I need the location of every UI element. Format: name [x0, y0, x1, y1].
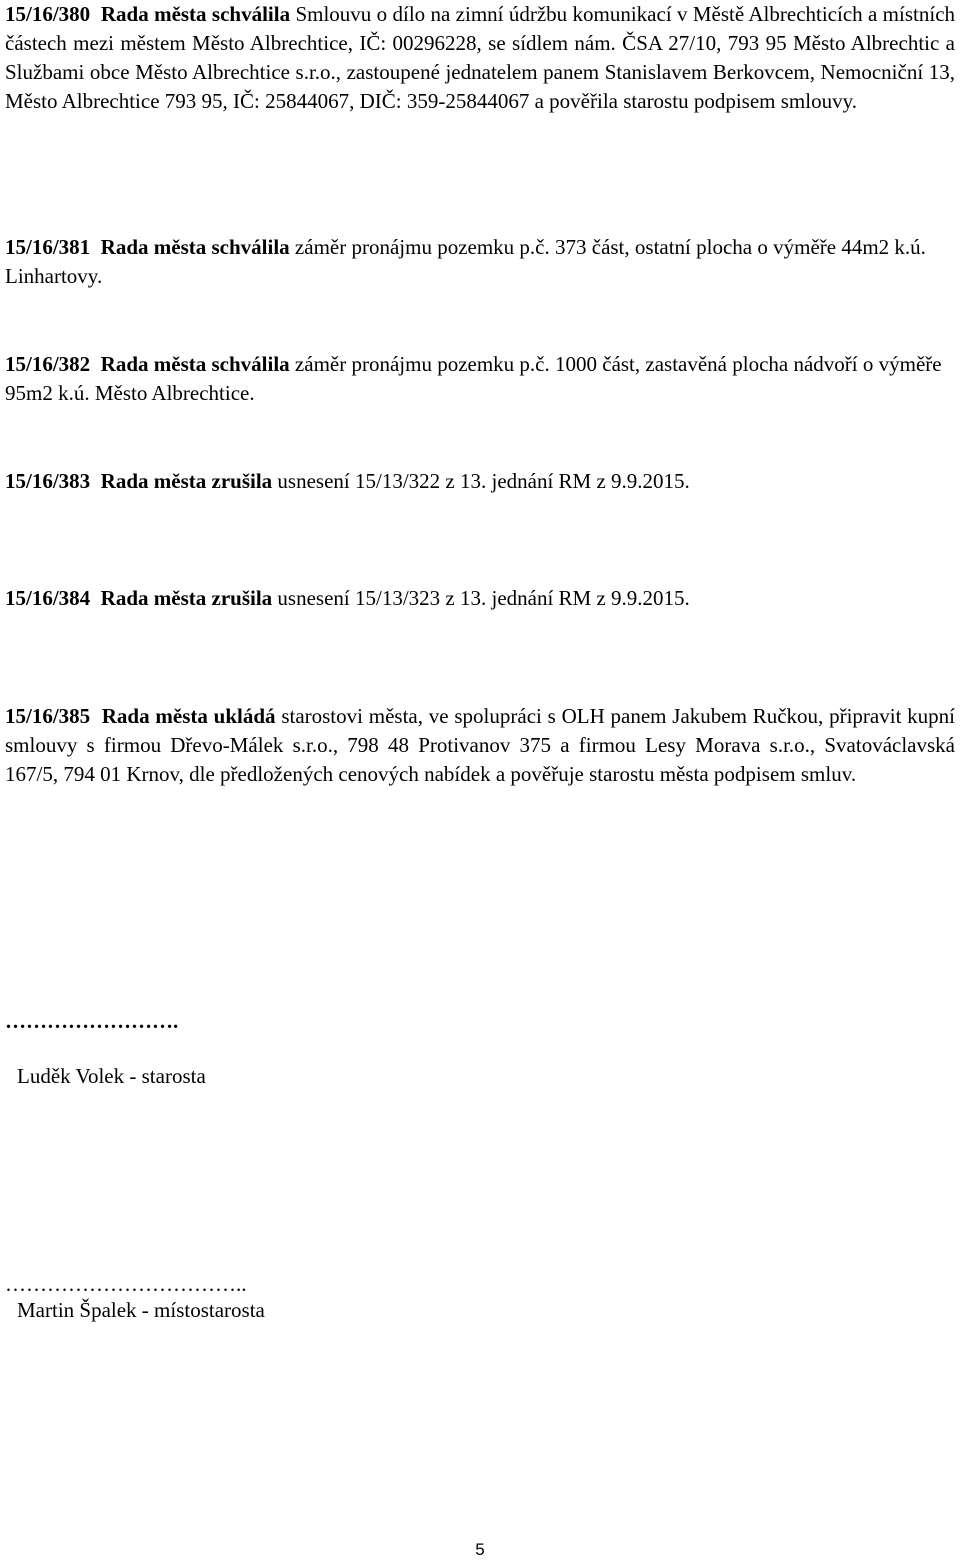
resolution-text: záměr pronájmu pozemku p.č. 1000 část, zastavěná plocha nádvoří o výměře 95m2 k.ú. Město Albrechtice. [5, 352, 942, 405]
resolution-text: usnesení 15/13/323 z 13. jednání RM z 9.9.2015. [277, 586, 690, 610]
resolution-text: záměr pronájmu pozemku p.č. 373 část, ostatní plocha o výměře 44m2 k.ú. Linhartovy. [5, 235, 926, 288]
resolution-subject: Rada města ukládá [101, 704, 276, 728]
resolution-subject: Rada města schválila [100, 352, 290, 376]
resolution-text: starostovi města, ve spolupráci s OLH panem Jakubem Ručkou, připravit kupní smlouvy s firmou Dřevo-Málek s.r.o., 798 48 Protivanov 375 a firmou Lesy Morava s.r.o., Svatováclavská 167/5, 794 01 Krnov, dle předložených cenových nabídek a pověřuje starostu města podpisem smluv. [5, 704, 956, 786]
resolution-385 [5, 702, 955, 789]
page-number: 5 [475, 1540, 485, 1559]
resolution-subject: Rada města zrušila [100, 586, 273, 610]
resolution-text: usnesení 15/13/322 z 13. jednání RM z 9.9.2015. [277, 469, 690, 493]
resolution-382 [5, 350, 955, 408]
resolution-subject: Rada města zrušila [100, 469, 273, 493]
resolution-number: 15/16/382 [5, 352, 91, 376]
resolution-number: 15/16/381 [5, 235, 91, 259]
resolution-subject: Rada města schválila [100, 2, 291, 26]
signature-line-mistostarosta: …………………………….. [5, 1272, 247, 1296]
signature-name-mistostarosta: Martin Špalek - místostarosta [17, 1298, 265, 1322]
resolution-number: 15/16/385 [5, 704, 91, 728]
resolution-number: 15/16/383 [5, 469, 91, 493]
resolution-383 [5, 467, 955, 496]
resolution-subject: Rada města schválila [100, 235, 290, 259]
signature-name-starosta: Luděk Volek - starosta [17, 1064, 206, 1088]
resolution-text: Smlouvu o dílo na zimní údržbu komunikací v Městě Albrechticích a místních částech mezi městem Město Albrechtice, IČ: 00296228, se sídlem nám. ČSA 27/10, 793 95 Město Albrechtic a Službami obce Město Albrechtice s.r.o., zastoupené jednatelem panem Stanislavem Berkovcem, Nemocniční 13, Město Albrechtice 793 95, IČ: 25844067, DIČ: 359-25844067 a pověřila starostu podpisem smlouvy. [5, 2, 956, 113]
signature-line-starosta: ……………………. [5, 1009, 179, 1033]
resolution-number: 15/16/380 [5, 2, 91, 26]
resolution-384 [5, 584, 955, 613]
resolution-380 [5, 0, 955, 116]
resolution-381 [5, 233, 955, 291]
resolution-number: 15/16/384 [5, 586, 91, 610]
